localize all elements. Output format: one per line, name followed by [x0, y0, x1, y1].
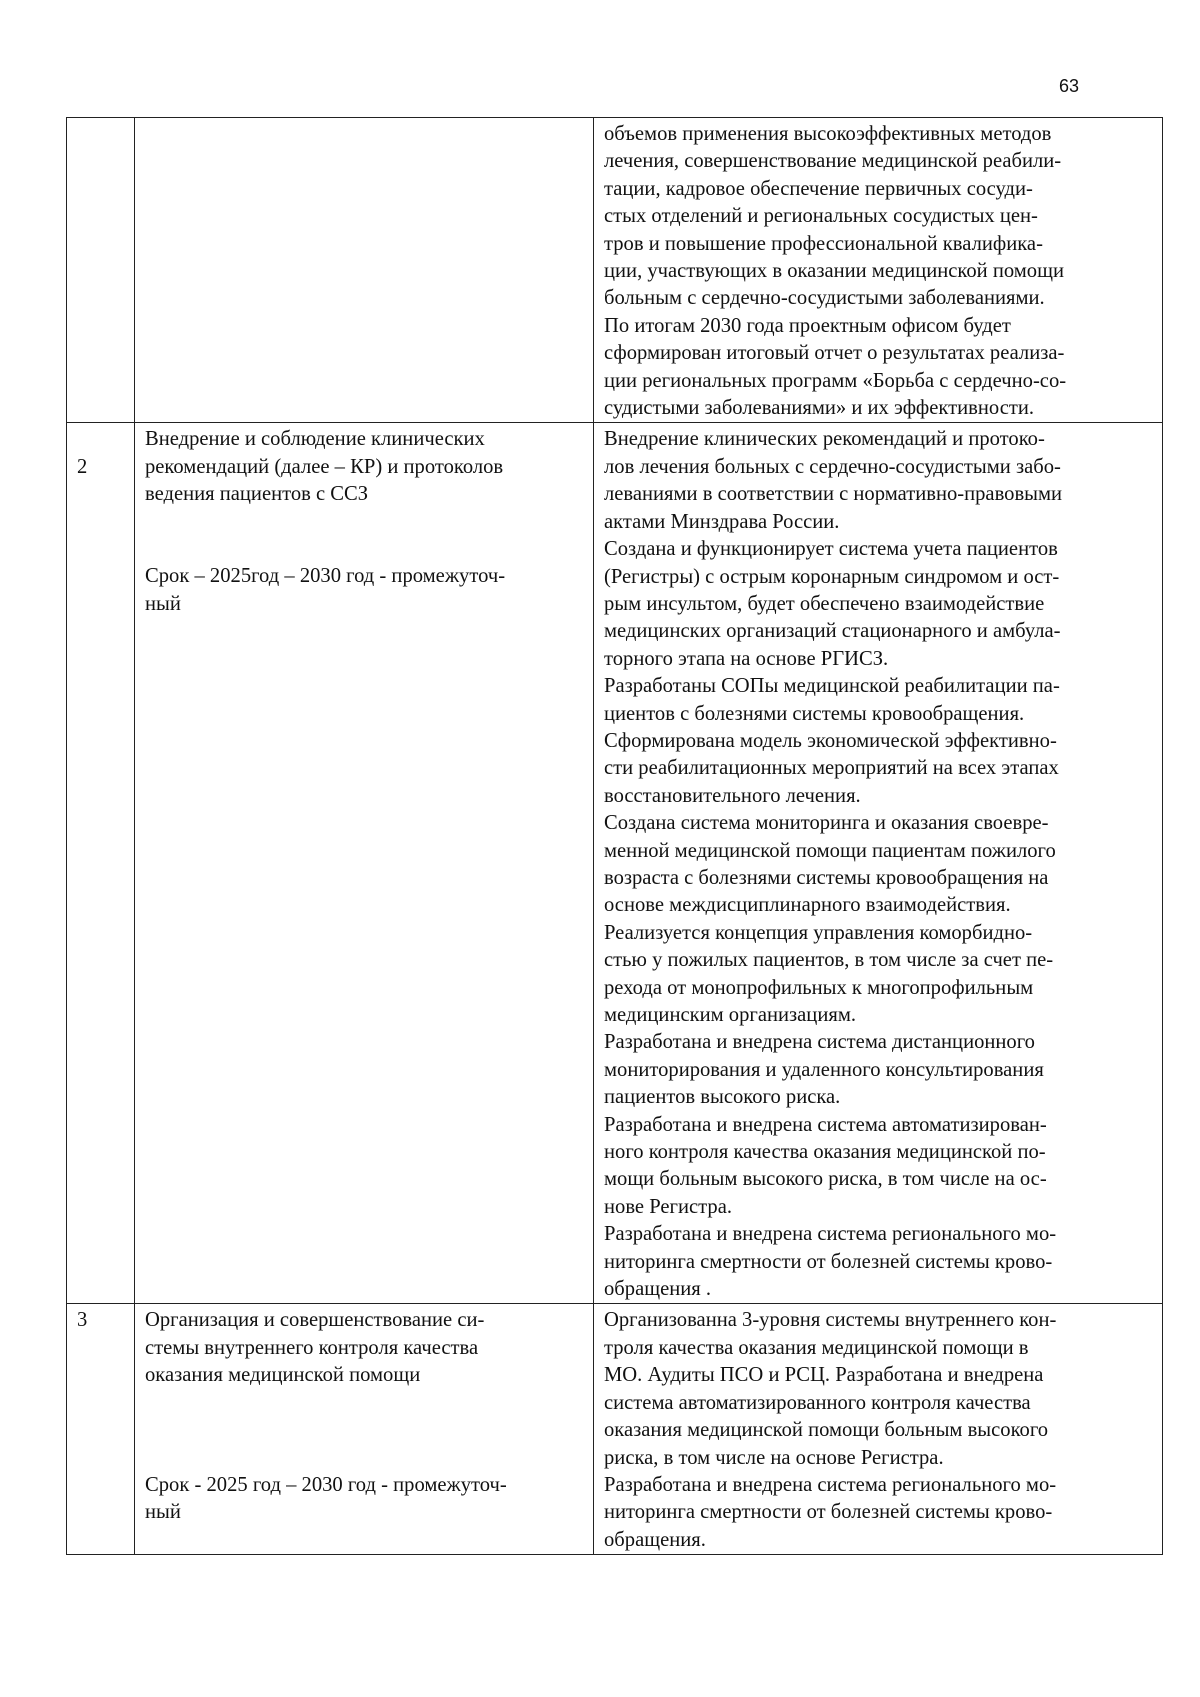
result-line: сти реабилитационных мероприятий на всех этапах: [604, 757, 1059, 780]
result-line: ниторинга смертности от болезней системы крово-: [604, 1250, 1053, 1273]
result-line: мощи больным высокого риска, в том числе на ос-: [604, 1168, 1047, 1191]
row-number: 3: [77, 1309, 88, 1332]
result-line: леваниями в соответствии с нормативно-правовыми: [604, 483, 1063, 506]
result-line: МО. Аудиты ПСО и РСЦ. Разработана и внедрена: [604, 1364, 1044, 1387]
table-row: [67, 423, 1163, 1304]
result-line: лов лечения больных с сердечно-сосудистыми забо-: [604, 455, 1061, 478]
result-line: стью у пожилых пациентов, в том числе за счет пе-: [604, 949, 1054, 972]
result-line: объемов применения высокоэффективных методов: [604, 123, 1052, 145]
row-number-cell: [67, 118, 135, 423]
row-number: 2: [77, 455, 88, 478]
event-line: оказания медицинской помощи: [145, 1364, 421, 1387]
result-cell: [594, 118, 1163, 423]
result-line: тации, кадровое обеспечение первичных сосуди-: [604, 177, 1033, 200]
result-line: рым инсультом, будет обеспечено взаимодействие: [604, 592, 1045, 615]
result-line: Разработана и внедрена система дистанционного: [604, 1031, 1035, 1054]
result-line: Сформирована модель экономической эффективно-: [604, 729, 1057, 752]
result-line: Разработана и внедрена система регионального мо-: [604, 1223, 1057, 1246]
event-cell: [135, 1304, 594, 1555]
result-line: Разработана и внедрена система автоматизирован-: [604, 1113, 1047, 1136]
event-cell: [135, 118, 594, 423]
result-line: рехода от монопрофильных к многопрофильным: [604, 976, 1034, 999]
result-line: стых отделений и региональных сосудистых цен-: [604, 205, 1038, 228]
result-line: обращения .: [604, 1278, 712, 1301]
event-line: стемы внутреннего контроля качества: [145, 1336, 479, 1359]
result-line: ного контроля качества оказания медицинской по-: [604, 1141, 1046, 1164]
result-line: ции, участвующих в оказании медицинской помощи: [604, 260, 1064, 283]
result-line: (Регистры) с острым коронарным синдромом и ост-: [604, 565, 1060, 588]
result-line: нове Регистра.: [604, 1195, 732, 1218]
row-number-cell: [67, 423, 135, 1304]
result-line: Создана система мониторинга и оказания своевре-: [604, 812, 1049, 835]
result-line: система автоматизированного контроля качества: [604, 1391, 1031, 1414]
table-row: [67, 118, 1163, 423]
event-line: Организация и совершенствование си-: [145, 1309, 485, 1332]
result-line: ниторинга смертности от болезней системы крово-: [604, 1501, 1053, 1524]
result-line: троля качества оказания медицинской помощи в: [604, 1336, 1029, 1359]
result-line: обращения.: [604, 1528, 706, 1551]
result-line: оказания медицинской помощи больным высокого: [604, 1419, 1049, 1442]
event-cell: [135, 423, 594, 1304]
result-line: торного этапа на основе РГИСЗ.: [604, 647, 889, 670]
result-line: сформирован итоговый отчет о результатах реализа-: [604, 342, 1065, 365]
result-line: медицинским организациям.: [604, 1004, 857, 1026]
result-line: возраста с болезнями системы кровообращения на: [604, 866, 1049, 889]
measures-table: [66, 117, 1163, 1555]
result-line: ции региональных программ «Борьба с сердечно-со-: [604, 369, 1067, 392]
result-line: больным с сердечно-сосудистыми заболеваниями.: [604, 287, 1045, 310]
deadline-line: Срок – 2025год – 2030 год - промежуточ-: [145, 565, 506, 588]
result-line: Внедрение клинических рекомендаций и протоко-: [604, 428, 1045, 451]
result-line: По итогам 2030 года проектным офисом будет: [604, 314, 1011, 337]
table-row: [67, 1304, 1163, 1555]
result-line: Организованна 3-уровня системы внутреннего кон-: [604, 1309, 1057, 1332]
result-line: Реализуется концепция управления коморбидно-: [604, 921, 1033, 944]
deadline-line: Срок - 2025 год – 2030 год - промежуточ-: [145, 1473, 507, 1496]
deadline-line: ный: [145, 1501, 181, 1524]
result-cell: [594, 423, 1163, 1304]
result-line: мониторирования и удаленного консультирования: [604, 1058, 1044, 1081]
event-line: рекомендаций (далее – КР) и протоколов: [145, 455, 504, 478]
result-line: циентов с болезнями системы кровообращения.: [604, 702, 1025, 725]
result-line: менной медицинской помощи пациентам пожилого: [604, 839, 1056, 862]
result-line: восстановительного лечения.: [604, 784, 861, 807]
result-line: основе междисциплинарного взаимодействия.: [604, 894, 1011, 917]
page-number: 63: [1059, 76, 1080, 96]
event-line: ведения пациентов с ССЗ: [145, 483, 369, 506]
result-line: лечения, совершенствование медицинской реабили-: [604, 150, 1062, 173]
result-line: риска, в том числе на основе Регистра.: [604, 1446, 944, 1469]
result-line: судистыми заболеваниями» и их эффективности.: [604, 397, 1035, 420]
row-number-cell: [67, 1304, 135, 1555]
deadline-line: ный: [145, 592, 181, 615]
result-line: Разработана и внедрена система регионального мо-: [604, 1473, 1057, 1496]
event-line: Внедрение и соблюдение клинических: [145, 428, 485, 451]
result-line: медицинских организаций стационарного и амбула-: [604, 620, 1061, 643]
result-line: Разработаны СОПы медицинской реабилитации па-: [604, 675, 1060, 698]
result-cell: [594, 1304, 1163, 1555]
result-line: тров и повышение профессиональной квалифика-: [604, 232, 1043, 255]
result-line: актами Минздрава России.: [604, 510, 840, 533]
result-line: Создана и функционирует система учета пациентов: [604, 538, 1058, 561]
result-line: пациентов высокого риска.: [604, 1086, 841, 1109]
